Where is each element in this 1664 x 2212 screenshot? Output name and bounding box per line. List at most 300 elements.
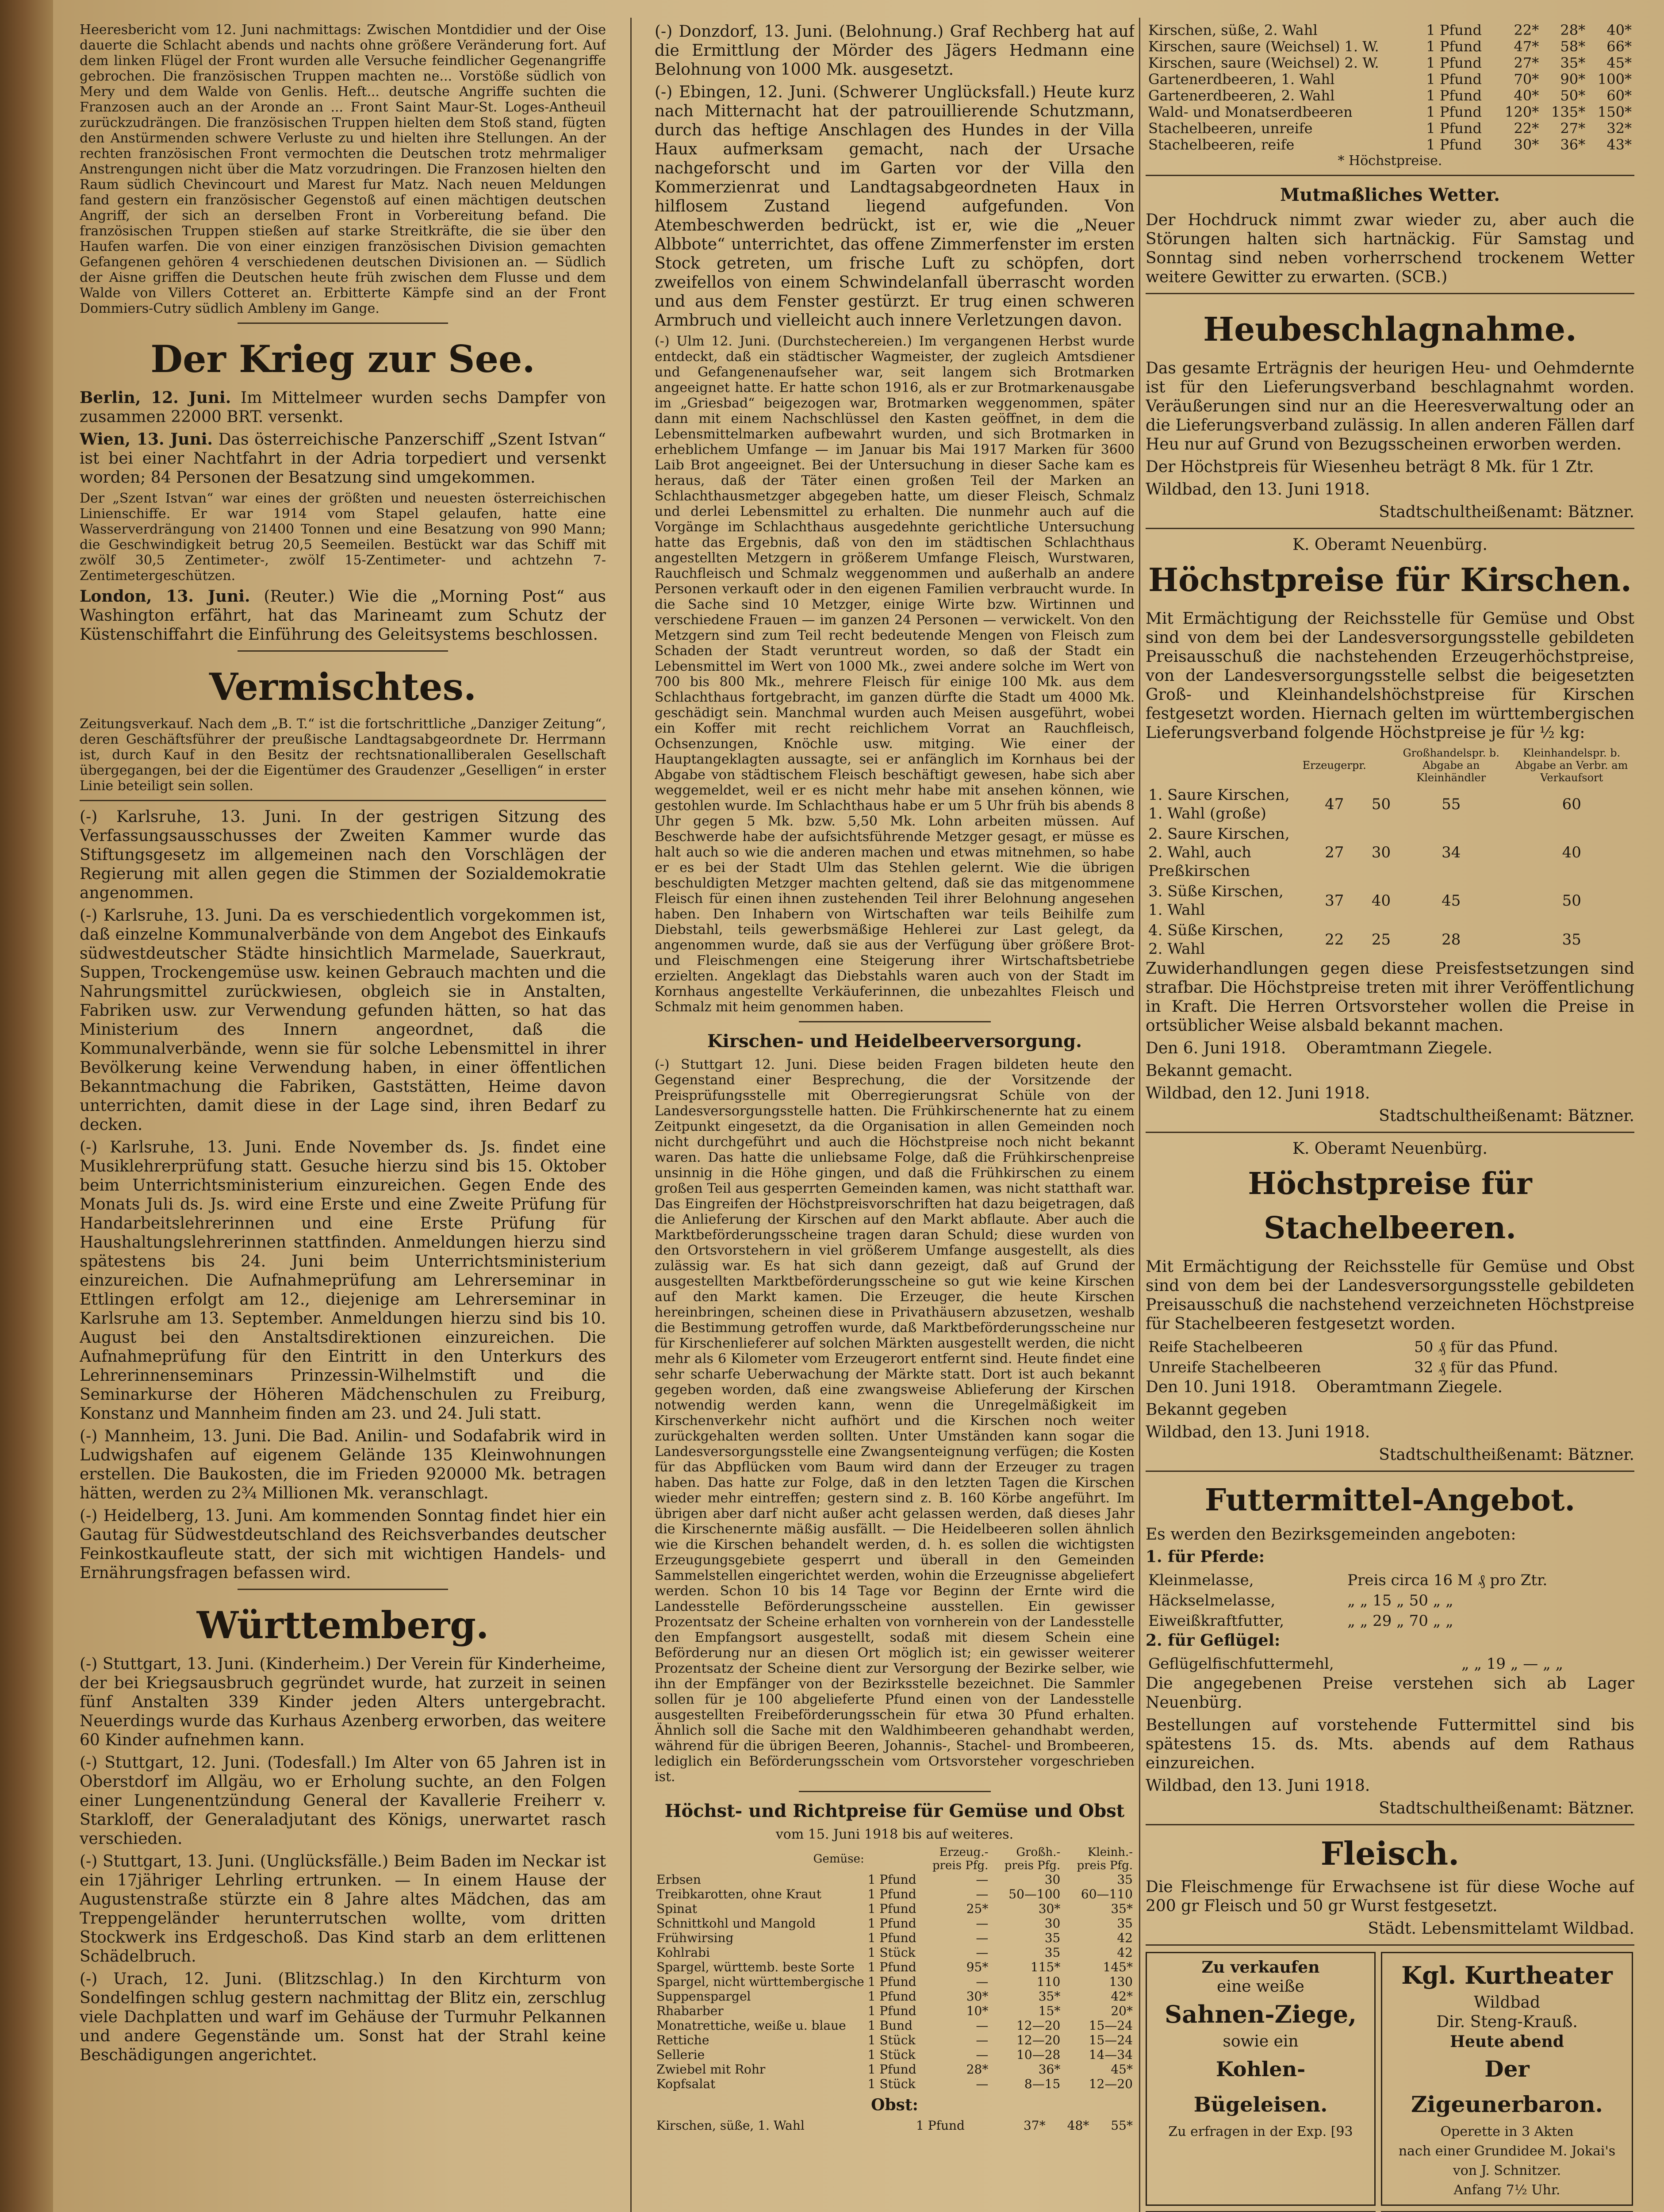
table-cell: — — [976, 1974, 989, 1989]
ad-ziege-contact — [1151, 2122, 1370, 2142]
table-cell: 55 — [1442, 795, 1461, 813]
table-cell: 35* — [1038, 1989, 1061, 2004]
table-cell: 145* — [1103, 1960, 1133, 1974]
hoechstpreise-note: * Höchstpreise. — [1338, 153, 1442, 169]
table-cell: Kohlrabi — [656, 1945, 710, 1960]
ad-kurtheater-title: Kgl. Kurtheater — [1401, 1961, 1613, 1989]
stachelbeeren-heading: Höchstpreise für Stachelbeeren. — [1248, 1166, 1532, 1246]
stachelbeeren-table — [1146, 1337, 1634, 1378]
table-cell: „ „ 29 „ 70 „ „ — [1347, 1612, 1453, 1630]
berlin-dateline: Berlin, 12. Juni. — [80, 388, 231, 407]
divider — [1146, 1824, 1634, 1825]
heu-price: Der Höchstpreis für Wiesenheu beträgt 8 Mk. für 1 Ztr. — [1146, 458, 1594, 476]
table-cell: 4. Süße Kirschen, 2. Wahl — [1148, 922, 1284, 958]
table-cell: 35* — [1111, 1901, 1133, 1916]
futter-note: Die angegebenen Preise verstehen sich ab Lager Neuenbürg. — [1146, 1674, 1634, 1712]
price-row — [655, 1872, 1135, 1887]
divider — [1146, 528, 1634, 529]
price-row — [655, 2047, 1135, 2062]
ad-kurtheater-line: nach einer Grundidee M. Jokai's — [1398, 2143, 1616, 2159]
kirschen-bekannt: Bekannt gemacht. — [1146, 1062, 1293, 1080]
table-cell: 3. Süße Kirschen, 1. Wahl — [1148, 883, 1284, 919]
stachel-row — [1146, 1337, 1634, 1357]
table-cell: 70* — [1514, 71, 1539, 88]
table-cell: 58* — [1560, 38, 1586, 55]
futter-table-1 — [1146, 1570, 1634, 1631]
table-cell: Stachelbeeren, unreife — [1148, 120, 1313, 137]
heu-text: Das gesamte Erträgnis der heurigen Heu- und Oehmdernte ist für den Lieferungsverband beschlagnahmt worden. Veräußerungen sind nur an die Heeresverwaltung oder an die Lieferungsverband zulässig. In allen anderen Fällen darf Heu nur auf Grund von Bezugsscheinen erworben werden. — [1146, 359, 1634, 453]
table-cell: 37 — [1325, 892, 1344, 910]
urach-news: (-) Urach, 12. Juni. (Blitzschlag.) In den Kirchturm von Sondelfingen schlug gestern nachmittag der Blitz ein, zerschlug viele Dachplatten und warf im Gehäuse der Turmuhr Pelkannen und andere Gegenstände um. Sonst hat der Strahl keine Beschädigungen angerichtet. — [80, 1970, 606, 2064]
kirschen-table-header — [1146, 746, 1634, 785]
table-cell: 37* — [1023, 2118, 1046, 2133]
futter-signature: Stadtschultheißenamt: Bätzner. — [1379, 1799, 1634, 1817]
divider — [1146, 1471, 1634, 1472]
karlsruhe-news-1: (-) Karlsruhe, 13. Juni. In der gestrigen Sitzung des Verfassungsausschusses der Zweiten Kammer wurde das Stiftungsgesetz im allgemeinen nach den Vorschlägen der Regierung mit allen gegen die Stimmen der Sozialdemokratie angenommen. — [80, 808, 606, 902]
table-cell: 95* — [966, 1960, 989, 1974]
ad-kurtheater-line: Anfang 7½ Uhr. — [1453, 2182, 1560, 2198]
price-row — [1146, 71, 1634, 88]
stuttgart-news-3: (-) Stuttgart, 13. Juni. (Unglücksfälle.) Beim Baden im Neckar ist ein 17jähriger Lehrling ertrunken. — In einem Hause der Augustenstraße stürzte ein 8 Jahre altes Mädchen, das am Treppengeländer herunterrutschen wollte, vom dritten Stockwerk ins Erdgeschoß. Das Kind starb an dem erlittenen Schädelbruch. — [80, 1852, 606, 1966]
wien-text: Das österreichische Panzerschiff „Szent Istvan“ ist bei einer Nachtfahrt in der Adria torpediert und versenkt worden; 84 Personen der Besatzung sind umgekommen. — [80, 430, 606, 487]
futter-row — [1146, 1611, 1634, 1631]
wien-detail: Der „Szent Istvan“ war eines der größten und neuesten österreichischen Linienschiffe. Er war 1914 vom Stapel gelaufen, hatte eine Wasserverdrängung von 21400 Tonnen und eine Besatzung von 990 Mann; die Geschwindigkeit betrug 20,5 Seemeilen. Bestückt war das Schiff mit zwölf 30,5 Zentimeter-, zwölf 15-Zentimeter- und achtzehn 7-Zentimetergeschützen. — [80, 491, 606, 584]
table-header-cell: Großh.-preis Pfg. — [1004, 1846, 1061, 1872]
kirschen-row — [1146, 824, 1634, 881]
table-cell: 100* — [1597, 71, 1632, 88]
table-cell: 35 — [1044, 1945, 1061, 1960]
heeresbericht: Heeresbericht vom 12. Juni nachmittags: Zwischen Montdidier und der Oise dauerte die Schlacht abends und nachts ohne größere Veränderung fort. Auf dem linken Flügel der Front wurden alle Versuche feindlicher Gegenangriffe gebrochen. Die französischen Truppen machten ne... Vorstöße südlich von Mery und dem Walde von Genlis. Heft... deutsche Angriffe suchten die Franzosen auch an der Aronde an ... Front Saint Maur-St. Loges-Antheuil zurückzudrängen. Die französischen Truppen hielten dem Stoß stand, fügten den Anstürmenden schwere Verluste zu und hielten ihre Stellungen. An der rechten französischen Front vermochten die Deutschen trotz mehrmaliger Anstrengungen nicht über die Matz vorzudringen. Die Franzosen hielten den Raum südlich Chevincourt und Marest fur Matz. Nach neuen Meldungen fand gestern ein französischer Gegenstoß auf einen mächtigen deutschen Angriff, der sich an derselben Front in Vorbereitung befand. Die französischen Truppen stießen auf starke Streitkräfte, die sie über den Haufen warfen. Die von einer einzigen französischen Division gemachten Gefangenen gehören 4 verschiedenen deutschen Divisionen an. — Südlich der Aisne griffen die Deutschen heute früh zwischen dem Flusse und dem Walde von Villers Cotteret an. Erbitterte Kämpfe sind an der Front Dommiers-Cutry südlich Ambleny im Gange. — [80, 22, 606, 316]
hoechstpreise-heading: Höchst- und Richtpreise für Gemüse und Obst — [664, 1801, 1125, 1821]
divider — [80, 800, 606, 801]
table-cell: 12—20 — [1016, 2018, 1061, 2033]
kirschen-wildbad-date: Wildbad, den 12. Juni 1918. — [1146, 1084, 1370, 1102]
table-cell: 135* — [1551, 104, 1586, 120]
wien-news — [80, 430, 606, 487]
stachel-oberamtmann: Oberamtmann Ziegele. — [1316, 1378, 1503, 1396]
wuerttemberg-heading: Württemberg. — [196, 1603, 489, 1647]
stuttgart-news-1: (-) Stuttgart, 13. Juni. (Kinderheim.) Der Verein für Kinderheime, der bei Kriegsausbruch gegründet wurde, hat zurzeit in seinen fünf Anstalten 339 Kinder jeden Alters untergebracht. Neuerdings wurde das Kurhaus Azenberg erworben, das weitere 60 Kinder aufnehmen kann. — [80, 1655, 606, 1749]
berlin-news — [80, 388, 606, 426]
table-cell: 15* — [1038, 2004, 1061, 2018]
futtermittel-heading: Futtermittel-Angebot. — [1204, 1482, 1576, 1518]
price-row — [1146, 38, 1634, 55]
karlsruhe-news-3: (-) Karlsruhe, 13. Juni. Ende November ds. Js. findet eine Musiklehrerprüfung statt. Gesuche hierzu sind bis 15. Oktober beim Unterrichtsministerium einzureichen. Gegen Ende des Monats Juli ds. Js. wird eine Erste und eine Zweite Prüfung für Handarbeitslehrerinnen und eine Erste Prüfung für Haushaltungslehrerinnen stattfinden. Anmeldungen hierzu sind spätestens bis 24. Juni beim Unterrichtsministerium einzureichen. Die Aufnahmeprüfung am Lehrerseminar in Ettlingen erfolgt am 12., diejenige am Lehrerseminar in Karlsruhe am 13. September. Anmeldungen hierzu sind bis 10. August bei den Anstaltsdirektionen einzureichen. Die Aufnahmeprüfung für den Eintritt in den Unterkurs des Lehrerinnenseminars Prinzessin-Wilhelmstift und die Seminarkurse der Höheren Mädchenschulen zu Freiburg, Konstanz und Mannheim finden am 23. und 24. Juli statt. — [80, 1138, 606, 1423]
table-cell: 27* — [1514, 54, 1539, 71]
table-cell: 1 Bund — [867, 2018, 913, 2033]
table-cell: 1 Pfund — [867, 1901, 916, 1916]
ad-kurtheater-line: Heute abend — [1450, 2032, 1564, 2051]
price-row — [1146, 22, 1634, 38]
table-cell: 27* — [1560, 120, 1586, 137]
table-cell: 1 Pfund — [867, 1916, 916, 1931]
table-cell: Sellerie — [656, 2047, 705, 2062]
table-cell: 34 — [1442, 844, 1461, 861]
kirschen-price-table — [1146, 746, 1634, 959]
table-cell: 45* — [1606, 54, 1632, 71]
table-cell: Gartenerdbeeren, 1. Wahl — [1148, 71, 1335, 88]
table-header-cell — [866, 1846, 918, 1872]
zeitungsverkauf: Zeitungsverkauf. Nach dem „B. T.“ ist die fortschrittliche „Danziger Zeitung“, deren Geschäftsführer der preußische Landtagsabgeordnete Dr. Herrmann ist, durch Kauf in den Besitz der rechtsnationalliberalen Gesellschaft übergegangen, bei der die Eigentümer des Graudenzer „Geselligen“ in erster Linie beteiligt sein sollen. — [80, 716, 606, 794]
table-cell: „ „ 19 „ — „ „ — [1461, 1655, 1564, 1673]
ad-ziege-line: sowie ein — [1223, 2032, 1299, 2051]
stuttgart-news-2: (-) Stuttgart, 12. Juni. (Todesfall.) Im Alter von 65 Jahren ist in Oberstdorf im Allgäu, wo er Erholung suchte, an den Folgen einer Lungenentzündung General der Kavallerie Freiherr v. Starkloff, der Generaladjutant des Königs, unerwartet rasch verschieden. — [80, 1754, 606, 1848]
column-3 — [1146, 22, 1634, 2212]
table-cell: 30* — [966, 1989, 989, 2004]
table-cell: 25* — [966, 1901, 989, 1916]
fleisch-heading: Fleisch. — [1320, 1835, 1460, 1872]
ebingen-news: (-) Ebingen, 12. Juni. (Schwerer Unglücksfall.) Heute kurz nach Mitternacht hat der patrouillierende Schutzmann, durch das heftige Anschlagen des Hundes in der Villa Haux aufmerksam gemacht, nach der Ursache nachgeforscht und im Garten vor der Villa den Kommerzienrat und Landtagsabgeordneten Haux in hilflosem Zustand liegend aufgefunden. Von Atembeschwerden bedrückt, ist er, wie die „Neuer Albbote“ unterrichtet, das offene Zimmerfenster im ersten Stock getreten, um frische Luft zu schöpfen, dort zweifellos von einem Schwindelanfall überrascht worden und aus dem Fenster gestürzt. Er trug einen schweren Armbruch und vielleicht auch innere Verletzungen davon. — [655, 83, 1135, 330]
table-header-cell: Erzeugerpr. — [1302, 759, 1366, 772]
wetter-heading: Mutmaßliches Wetter. — [1280, 184, 1500, 205]
table-cell: 1 Pfund — [867, 1887, 916, 1901]
table-cell: 15—24 — [1089, 2033, 1133, 2047]
table-cell: 1 Stück — [867, 2047, 916, 2062]
futter-pferde: 1. für Pferde: — [1146, 1548, 1265, 1566]
table-cell: 1 Pfund — [867, 1960, 916, 1974]
price-row — [655, 1931, 1135, 1945]
table-cell: 1 Pfund — [867, 2062, 916, 2077]
table-header-cell: Kleinh.-preis Pfg. — [1077, 1846, 1133, 1872]
table-cell: 66* — [1606, 38, 1632, 55]
wien-dateline: Wien, 13. Juni. — [80, 430, 213, 449]
table-cell: — — [976, 2077, 989, 2091]
heu-signature: Stadtschultheißenamt: Bätzner. — [1379, 503, 1634, 521]
table-cell: 43* — [1606, 136, 1632, 153]
table-cell: Kopfsalat — [656, 2077, 716, 2091]
table-cell: 28 — [1442, 931, 1461, 949]
kirschen-row — [1146, 785, 1634, 824]
price-row — [655, 1901, 1135, 1916]
table-header-cell: Großhandelspr. b. Abgabe an Kleinhändler — [1403, 747, 1499, 784]
table-cell: Eiweißkraftfutter, — [1148, 1612, 1284, 1630]
price-row — [655, 1989, 1135, 2004]
divider — [238, 1589, 448, 1590]
ad-ziege-number: [93 — [1330, 2124, 1353, 2139]
vermischtes-heading: Vermischtes. — [209, 665, 477, 709]
table-cell: Kirschen, süße, 1. Wahl — [656, 2118, 805, 2133]
table-cell: 22 — [1325, 931, 1344, 949]
table-cell: 2. Saure Kirschen, 2. Wahl, auch Preßkirschen — [1148, 825, 1290, 880]
ad-ziege-title-2: Kohlen-Bügeleisen. — [1193, 2057, 1328, 2116]
stachel-row — [1146, 1357, 1634, 1378]
table-cell: 1 Pfund — [867, 2004, 916, 2018]
futter-row — [1146, 1590, 1634, 1611]
table-cell: 1 Pfund — [1426, 38, 1482, 55]
table-cell: 55* — [1111, 2118, 1133, 2133]
table-cell: 35 — [1562, 931, 1581, 949]
ad-kurtheater-line: von J. Schnitzer. — [1453, 2163, 1561, 2178]
price-row — [655, 1974, 1135, 1989]
ad-ziege-line: Zu verkaufen — [1201, 1958, 1320, 1977]
kirschen-footnote: Zuwiderhandlungen gegen diese Preisfestsetzungen sind strafbar. Die Höchstpreise treten mit ihrer Veröffentlichung in Kraft. Die Herren Ortsvorsteher wollen die Preise in ortsüblicher Weise alsbald bekannt machen. — [1146, 960, 1634, 1035]
fleisch-text: Die Fleischmenge für Erwachsene ist für diese Woche auf 200 gr Fleisch und 50 gr Wurst festgesetzt. — [1146, 1878, 1634, 1915]
fleisch-signature: Städt. Lebensmittelamt Wildbad. — [1368, 1920, 1634, 1938]
price-row — [655, 2062, 1135, 2077]
london-dateline: London, 13. Juni. — [80, 587, 250, 606]
price-row — [655, 1960, 1135, 1974]
table-cell: 1 Stück — [867, 2033, 916, 2047]
table-cell: 50* — [1560, 87, 1586, 104]
krieg-zur-see-heading: Der Krieg zur See. — [150, 337, 535, 381]
table-cell: 30* — [1514, 136, 1539, 153]
obst-label: Obst: — [871, 2096, 918, 2114]
price-row — [655, 2033, 1135, 2047]
divider — [1146, 293, 1634, 294]
table-cell: Kirschen, saure (Weichsel) 1. W. — [1148, 38, 1379, 55]
table-cell: Zwiebel mit Rohr — [656, 2062, 766, 2077]
column-2 — [655, 22, 1135, 2212]
table-cell: Gartenerdbeeren, 2. Wahl — [1148, 87, 1335, 104]
table-cell: Geflügelfischfuttermehl, — [1148, 1655, 1334, 1673]
table-cell: Spinat — [656, 1901, 698, 1916]
ad-ziege-line: eine weiße — [1217, 1978, 1304, 1996]
table-cell: — — [976, 1916, 989, 1931]
table-cell: 15—24 — [1089, 2018, 1133, 2033]
table-cell: 90* — [1560, 71, 1586, 88]
table-cell: 8—15 — [1024, 2077, 1061, 2091]
table-cell: 1. Saure Kirschen, 1. Wahl (große) — [1148, 786, 1290, 822]
table-cell: „ „ 15 „ 50 „ „ — [1347, 1592, 1453, 1609]
obst-price-table-continued — [1146, 22, 1634, 153]
wetter-text: Der Hochdruck nimmt zwar wieder zu, aber auch die Störungen halten sich hartnäckig. Für Samstag und Sonntag sind neben vorherrschend trockenem Wetter weitere Gewitter zu erwarten. (SCB.) — [1146, 211, 1634, 286]
table-cell: Schnittkohl und Mangold — [656, 1916, 816, 1931]
table-cell: 1 Pfund — [867, 1931, 916, 1945]
price-row — [655, 1945, 1135, 1960]
table-cell: 30 — [1044, 1872, 1061, 1887]
obst-price-table — [655, 2118, 1135, 2133]
column-rule-2 — [1139, 18, 1140, 2212]
price-row — [1146, 104, 1634, 120]
table-cell: 110 — [1036, 1974, 1061, 1989]
price-row — [655, 2004, 1135, 2018]
price-row — [1146, 55, 1634, 71]
divider — [238, 650, 448, 652]
table-cell: 45 — [1442, 892, 1461, 910]
table-cell: 50—100 — [1008, 1887, 1061, 1901]
futter-row — [1146, 1570, 1634, 1590]
table-cell: 35 — [1117, 1916, 1133, 1931]
table-cell: — — [976, 1945, 989, 1960]
table-cell: — — [976, 2047, 989, 2062]
ad-ziege-contact-text: Zu erfragen in der Exp. — [1168, 2124, 1327, 2139]
divider — [799, 1791, 991, 1792]
table-cell: 36* — [1038, 2062, 1061, 2077]
london-text: (Reuter.) Wie die „Morning Post“ aus Washington erfährt, hat das Marineamt zum Schutz der Küstenschiffahrt die Einführung des Geleitsystems beschlossen. — [80, 588, 606, 644]
table-cell: 130 — [1109, 1974, 1133, 1989]
table-cell: 12—20 — [1016, 2033, 1061, 2047]
ad-kurtheater-play: Der Zigeunerbaron. — [1411, 2056, 1603, 2117]
ad-ziege-title: Sahnen-Ziege, — [1165, 2000, 1357, 2028]
price-row — [655, 2018, 1135, 2033]
london-news — [80, 587, 606, 644]
table-cell: 40* — [1514, 87, 1539, 104]
ad-kurtheater-line: Wildbad — [1474, 1993, 1540, 2012]
table-cell: Spargel, württemb. beste Sorte — [656, 1960, 855, 1974]
table-cell: 1 Pfund — [1426, 87, 1482, 104]
table-cell: 42* — [1111, 1989, 1133, 2004]
table-cell: Stachelbeeren, reife — [1148, 136, 1295, 153]
table-cell: 32 ₰ für das Pfund. — [1414, 1359, 1558, 1376]
table-cell: 1 Pfund — [1426, 22, 1482, 38]
table-cell: 150* — [1597, 104, 1632, 120]
table-cell: 115* — [1030, 1960, 1061, 1974]
kirschen-row — [1146, 881, 1634, 920]
price-row — [1146, 137, 1634, 153]
table-cell: 30 — [1044, 1916, 1061, 1931]
stachel-bekannt: Bekannt gegeben — [1146, 1401, 1287, 1419]
table-cell: 1 Pfund — [1426, 120, 1482, 137]
table-cell: Treibkarotten, ohne Kraut — [656, 1887, 821, 1901]
ad-kurtheater-line: Operette in 3 Akten — [1440, 2124, 1574, 2139]
table-cell: Preis circa 16 M ₰ pro Ztr. — [1347, 1571, 1548, 1589]
ad-kurtheater-line: Dir. Steng-Krauß. — [1436, 2013, 1578, 2031]
price-table-header — [655, 1846, 1135, 1872]
stachel-date — [1146, 1378, 1634, 1397]
kirschen-hoechstpreise-text: Mit Ermächtigung der Reichsstelle für Gemüse und Obst sind von dem bei der Landesversorgungsstelle gebildeten Preisausschuß die nachstehenden Erzeugerhöchstpreise, von der Landesversorgungsstelle selbst die beigesetzten Groß- und Kleinhandelshöchstpreise für Kirschen festgesetzt worden. Hiernach gelten im württembergischen Lieferungsverband folgende Höchstpreise je für ½ kg: — [1146, 610, 1634, 742]
mannheim-news: (-) Mannheim, 13. Juni. Die Bad. Anilin- und Sodafabrik wird in Ludwigshafen auf eigenem Gelände 135 Kleinwohnungen erstellen. Die Baukosten, die im Frieden 920000 Mk. betragen hätten, werden zu 2¾ Millionen Mk. veranschlagt. — [80, 1427, 606, 1502]
table-cell: Kirschen, saure (Weichsel) 2. W. — [1148, 54, 1379, 71]
ads-row-1 — [1146, 1952, 1634, 2206]
kirschen-hoechstpreise-heading: Höchstpreise für Kirschen. — [1148, 561, 1632, 599]
table-cell: 1 Pfund — [1426, 54, 1482, 71]
table-cell: 50 ₰ für das Pfund. — [1414, 1338, 1558, 1356]
table-cell: 40* — [1606, 22, 1632, 38]
hoechstpreise-subheading: vom 15. Juni 1918 bis auf weiteres. — [775, 1827, 1014, 1842]
berlin-text: Im Mittelmeer wurden sechs Dampfer von zusammen 22000 BRT. versenkt. — [80, 389, 606, 426]
table-cell: 50 — [1562, 892, 1581, 910]
futter-table-2 — [1146, 1654, 1634, 1674]
heubeschlagnahme-heading: Heubeschlagnahme. — [1203, 311, 1577, 349]
price-row — [655, 1916, 1135, 1931]
price-row — [1146, 88, 1634, 104]
table-cell: 14—34 — [1089, 2047, 1133, 2062]
futter-text: Bestellungen auf vorstehende Futtermittel sind bis spätestens 15. ds. Mts. abends auf dem Rathaus einzureichen. — [1146, 1716, 1634, 1772]
table-cell: Reife Stachelbeeren — [1148, 1338, 1303, 1356]
heu-date: Wildbad, den 13. Juni 1918. — [1146, 480, 1370, 499]
kirschen-text: (-) Stuttgart 12. Juni. Diese beiden Fragen bildeten heute den Gegenstand einer Besprechung, die der Vorsitzende der Preisprüfungsstelle mit Oberregierungsrat Schüle von der Landesversorgungsstelle hatten. Die Frühkirschenernte hat zu einem Zeitpunkt eingesetzt, da die Organisation in allen Gemeinden noch nicht durchgeführt und auch die Höchstpreise noch nicht bekannt waren. Das hatte die unliebsame Folge, daß die Frühkirschenpreise unsinnig in die Höhe gingen, und daß die Frühkirschen zu einem großen Teil aus gesperrten Gemeinden kamen, was nicht statthaft war. Das Eingreifen der Höchstpreisvorschriften hat dazu beigetragen, daß die Anlieferung der Kirschen auf den Markt abflaute. Aber auch die Marktbeförderungsscheine tragen daran Schuld; diese wurden von den Ortsvorstehern in viel größerem Umfange ausgestellt, als dies zulässig war. Es hat sich dann gezeigt, daß auf Grund der ausgestellten Marktbeförderungsscheine so gut wie keine Kirschen auf den Markt kamen. Die Erzeuger, die heute Kirschen hereinbringen, scheinen diese in Privathäusern abzusetzen, weshalb die Bestimmung getroffen wurde, daß Marktbeförderungsscheine nur für Kirschenlieferer auf solchen Märkten ausgestellt werden, die nicht mehr als 6 Kilometer vom Erzeugerort entfernt sind. Heute findet eine sehr scharfe Ueberwachung der Märkte statt. Dort ist auch bekannt gegeben worden, daß eine zwangsweise Ablieferung der Kirschen notwendig werden kann, wenn die Unregelmäßigkeit im Kirschenverkehr nicht aufhört und die Kirschen noch weiter zurückgehalten werden sollten. Unter Umständen kann sogar die Landesversorgungsstelle eine Zwangsenteignung verfügen; die Kosten für das Abpflücken vom Baum wird dann der Erzeuger zu tragen haben. Das hatte zur Folge, daß in den letzten Tagen die Kirschen wieder mehr eintreffen; gestern sind z. B. 160 Körbe angeführt. Im übrigen aber darf nicht außer acht gelassen werden, daß dieses Jahr die Kirschenernte mäßig ausfällt. — Die Heidelbeeren sollen ähnlich wie die Kirschen behandelt werden, d. h. es sollen die wichtigsten Erzeugungsgebiete gesperrt und überall in den Gemeinden Sammelstellen eingerichtet werden, wohin die Erzeugnisse abgeliefert werden. Schon 10 bis 14 Tage vor Beginn der Ernte wird die Landesstelle Beförderungsscheine ausstellen. Ein gewisser Prozentsatz der Scheine erhalten von vornherein von der Landesstelle den Empfangsort ausgestellt, sodaß mit diesem Schein eine Beförderung nur an diesen Ort möglich ist; ein gewisser weiterer Prozentsatz der Scheine dient zur Versorgung der Bezirke selber, wie ihn der Empfänger von der Bezirksstelle bezeichnet. Die Sammler sollen für je 100 abgelieferte Pfund einen von der Landesstelle ausgestellten Freibeförderungsschein für etwa 30 Pfund erhalten. Ähnlich soll die Sache mit den Waldhimbeeren gehandhabt werden, während für die übrigen Beeren, Johannis-, Stachel- und Brombeeren, lediglich ein Beförderungsschein vom Ortsvorsteher vorgeschrieben ist. — [655, 1057, 1135, 1785]
table-cell: 1 Pfund — [867, 1989, 916, 2004]
table-cell: 10—28 — [1016, 2047, 1061, 2062]
table-cell: 1 Pfund — [867, 1974, 916, 1989]
book-spine — [0, 0, 53, 2212]
table-cell: — — [976, 1931, 989, 1945]
table-cell: 25 — [1371, 931, 1391, 949]
oberamt-label-2: K. Oberamt Neuenbürg. — [1292, 1140, 1488, 1158]
table-cell: 42 — [1117, 1931, 1133, 1945]
table-cell: 1 Pfund — [1426, 104, 1482, 120]
table-cell: Erbsen — [656, 1872, 701, 1887]
table-cell: 32* — [1606, 120, 1632, 137]
table-cell: 36* — [1560, 136, 1586, 153]
kirschen-date-text: Den 6. Juni 1918. — [1146, 1039, 1286, 1057]
table-header-cell: Kleinhandelspr. b. Abgabe an Verbr. am Verkaufsort — [1515, 747, 1628, 784]
table-cell: 40 — [1371, 892, 1391, 910]
price-row — [655, 2118, 1135, 2133]
table-cell: — — [976, 1887, 989, 1901]
heidelberg-news: (-) Heidelberg, 13. Juni. Am kommenden Sonntag findet hier ein Gautag für Südwestdeutschland des Reichsverbandes deutscher Feinkostkaufleute statt, der sich mit wichtigen Handels- und Ernährungsfragen befassen wird. — [80, 1507, 606, 1582]
column-1 — [80, 22, 606, 2212]
table-cell: Spargel, nicht württembergische — [656, 1974, 864, 1989]
table-cell: 12—20 — [1089, 2077, 1133, 2091]
table-cell: 47* — [1514, 38, 1539, 55]
table-cell: 27 — [1325, 844, 1344, 861]
table-cell: 50 — [1371, 795, 1391, 813]
table-cell: Rettiche — [656, 2033, 709, 2047]
kirschen-oberamtmann: Oberamtmann Ziegele. — [1306, 1039, 1493, 1057]
table-cell: 48* — [1067, 2118, 1089, 2133]
table-cell: 22* — [1514, 120, 1539, 137]
table-cell: 60* — [1606, 87, 1632, 104]
table-cell: Kleinmelasse, — [1148, 1571, 1254, 1589]
table-cell: 30* — [1038, 1901, 1061, 1916]
kirschen-signature: Stadtschultheißenamt: Bätzner. — [1379, 1107, 1634, 1125]
stachel-date-text: Den 10. Juni 1918. — [1146, 1378, 1296, 1396]
table-cell: 60—110 — [1081, 1887, 1133, 1901]
ad-kurtheater — [1381, 1952, 1633, 2206]
table-cell: Suppenspargel — [656, 1989, 751, 2004]
table-cell: 28* — [966, 2062, 989, 2077]
table-cell: Häckselmelasse, — [1148, 1592, 1276, 1609]
table-cell: Monatrettiche, weiße u. blaue — [656, 2018, 846, 2033]
stachel-signature: Stadtschultheißenamt: Bätzner. — [1379, 1446, 1634, 1464]
table-header-cell — [1146, 746, 1300, 785]
divider — [799, 1021, 991, 1022]
table-cell: 22* — [1514, 22, 1539, 38]
table-header-cell: Gemüse: — [813, 1852, 864, 1866]
divider — [238, 323, 448, 324]
table-cell: 1 Pfund — [867, 1872, 916, 1887]
table-cell: Frühwirsing — [656, 1931, 734, 1945]
oberamt-label: K. Oberamt Neuenbürg. — [1292, 536, 1488, 554]
table-cell: 1 Pfund — [1426, 71, 1482, 88]
table-cell: 1 Stück — [867, 1945, 916, 1960]
table-cell: 40 — [1562, 844, 1581, 861]
table-cell: 42 — [1117, 1945, 1133, 1960]
table-cell: 47 — [1325, 795, 1344, 813]
table-cell: — — [976, 1872, 989, 1887]
donzdorf-news: (-) Donzdorf, 13. Juni. (Belohnung.) Graf Rechberg hat auf die Ermittlung der Mörder des Jägers Hedmann eine Belohnung von 1000 Mk. ausgesetzt. — [655, 23, 1135, 79]
table-cell: 1 Pfund — [916, 2118, 965, 2133]
karlsruhe-news-2: (-) Karlsruhe, 13. Juni. Da es verschiedentlich vorgekommen ist, daß einzelne Kommunalverbände von dem Angebot des Einkaufs südwestdeutscher Städte hinsichtlich Marmelade, Sauerkraut, Suppen, Trockengemüse usw. keinen Gebrauch machten und die Nahrungsmittel zurückwiesen, obgleich sie in Anstalten, Fabriken usw. zur Verwendung gefunden hätten, so hat das Ministerium des Innern angeordnet, daß die Kommunalverbände, wenn sie für solche Lebensmittel in ihrer Bevölkerung keine Verwendung haben, in einer öffentlichen Bekanntmachung die Fabriken, Gaststätten, Heime davon unterrichten, damit diese in der Lage sind, ihren Bedarf zu decken. — [80, 906, 606, 1134]
table-cell: 1 Pfund — [1426, 136, 1482, 153]
price-row — [655, 1887, 1135, 1901]
table-cell: 35 — [1044, 1931, 1061, 1945]
table-cell: 35 — [1117, 1872, 1133, 1887]
table-cell: 20* — [1111, 2004, 1133, 2018]
futter-intro: Es werden den Bezirksgemeinden angeboten: — [1146, 1525, 1516, 1544]
divider — [1146, 175, 1634, 176]
price-row — [1146, 120, 1634, 137]
gemuese-price-table — [655, 1846, 1135, 2091]
table-cell: Rhabarber — [656, 2004, 724, 2018]
table-cell: Unreife Stachelbeeren — [1148, 1359, 1321, 1376]
kirschen-row — [1146, 920, 1634, 959]
ad-ziege — [1146, 1952, 1376, 2206]
table-cell: — — [976, 2033, 989, 2047]
table-cell: 10* — [966, 2004, 989, 2018]
table-cell: Wald- und Monatserdbeeren — [1148, 104, 1353, 120]
table-cell: 28* — [1560, 22, 1586, 38]
futter-date: Wildbad, den 13. Juni 1918. — [1146, 1777, 1370, 1795]
futter-row — [1146, 1654, 1634, 1674]
table-header-cell — [1369, 746, 1393, 785]
table-cell: 45* — [1111, 2062, 1133, 2077]
table-cell: — — [976, 2018, 989, 2033]
ulm-news: (-) Ulm 12. Juni. (Durchstechereien.) Im vergangenen Herbst wurde entdeckt, daß ein städtischer Wagmeister, der zugleich Amtsdiener und Gefangenenaufseher war, seit langem sich Brotmarken angeeignet hatte. Er hatte schon 1916, als er zur Brotmarkenausgabe im „Griesbad“ beigezogen war, Brotmarken weggenommen, später dann mit einem Nachschlüssel den Kasten geöffnet, in dem die Lebensmittelmarken aufbewahrt wurden, und sich Brotmarken in erheblichem Umfange — im Januar bis Mai 1917 Marken für 3600 Laib Brot angeeignet. Bei der Untersuchung in dieser Sache kam es heraus, daß der Täter einen großen Teil der Marken an Schlachthausmetzger abgegeben hatte, um dieser Fleisch, Schmalz und derlei Lebensmittel zu erhalten. Die nunmehr auch auf die Vorgänge im Schlachthaus ausgedehnte gerichtliche Untersuchung hatte das Ergebnis, daß von den im städtischen Schlachthaus angestellten Metzgern in größerem Umfange Fleisch, Wurstwaren, Rauchfleisch und Schmalz weggenommen und außerhalb an andere Personen verkauft oder in den eigenen Familien verbraucht wurde. In die Sache sind 10 Metzger, einige Wirte bzw. Wirtinnen und verschiedene Frauen — im ganzen 24 Personen — verwickelt. Von den Metzgern sind zum Teil recht bedeutende Mengen von Fleisch zum Schaden der Stadt veruntreut worden, so daß der Stadt ein Lebensmittel im Wert von 1000 Mk., zwei andere solche im Wert von 700 bis 800 Mk., mehrere Fleisch für einige 100 Mk. aus dem Schlachthaus fortgebracht, im ganzen dürfte die Stadt um 4000 Mk. geschädigt sein. Manchmal wurden auch Meisen ausgeführt, wobei ein Koffer mit recht reichlichem Vorrat an Rauchfleisch, Ochsenzungen, Knöchle usw. mitging. Wie einer der Hauptangeklagten aussagte, sei er anfänglich im Kornhaus bei der Abgabe von städtischem Fleisch beschäftigt gewesen, habe sich aber weggemeldet, weil er es nicht mehr habe mit ansehen können, wie gestohlen wurde. Im Schlachthaus habe er um 5 Uhr früh bis abends 8 Uhr gegen 5 Mk. bzw. 5,50 Mk. Lohn arbeiten müssen. Auf Beschwerde habe der aufsichtsführende Metzger gesagt, er müsse es halt auch so wie die anderen machen und etwas mitnehmen, so habe er es bei der Stadt Ulm das Stehlen gelernt. Wie die übrigen beschuldigten Metzger machten geltend, daß sie das mitgenommene Fleisch für einen ihnen zustehenden Teil ihrer Belohnung angesehen haben. Den Inhabern von Wirtschaften war teils Beihilfe zum Diebstahl, teils gewerbsmäßige Hehlerei zur Last gelegt, da angenommen wurde, daß sie aus der Verfügung über größere Brot- und Fleischmengen eine Steigerung ihrer Wirtschaftsbetriebe erzielten. Angeklagt das Diebstahls waren auch von der Stadt im Kornhaus angestellte Verkäuferinnen, die unbezahltes Fleisch und Schmalz mit heim genommen haben. — [655, 334, 1135, 1015]
table-cell: 35* — [1560, 54, 1586, 71]
stachelbeeren-text: Mit Ermächtigung der Reichsstelle für Gemüse und Obst sind von dem bei der Landesversorgungsstelle gebildeten Preisausschuß die nachstehend verzeichneten Höchstpreise für Stachelbeeren festgesetzt worden. — [1146, 1258, 1634, 1333]
